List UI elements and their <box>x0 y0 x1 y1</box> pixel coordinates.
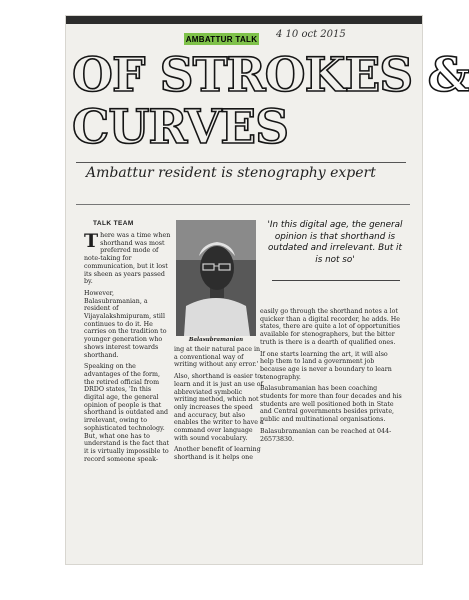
headline-line-1: OF STROKES & <box>72 48 469 103</box>
section-tag: AMBATTUR TALK <box>185 34 258 44</box>
drop-cap: T <box>84 230 99 252</box>
paragraph <box>84 232 172 286</box>
handwritten-date: 4 10 oct 2015 <box>276 29 346 40</box>
paragraph: easily go through the shorthand notes a lot quicker than a digital recorder, he adds. He states, there are quite a lot of opportunities available for stenographers, but the bitter truth is there is a dearth of qualified ones. <box>260 308 400 346</box>
article-column-1 <box>84 232 172 467</box>
subheadline-rule <box>76 204 410 205</box>
paragraph: Also, shorthand is easier to learn and it is just an use of abbreviated symbolic writing method, which not only increases the speed and accuracy, but also enables the writer to have a command over language with sound vocabulary. <box>174 373 264 442</box>
paragraph: However, Balasubramanian, a resident of Vijayalakshmipuram, still continues to do it. He carries on the tradition to younger generation who shows interest towards shorthand. <box>84 289 167 359</box>
paragraph: Another benefit of learning shorthand is it helps one <box>174 446 261 462</box>
portrait-photo <box>176 220 256 336</box>
article-column-3 <box>260 308 402 447</box>
masthead-bar <box>66 16 422 24</box>
paragraph: ing at their natural pace in a conventional way of writing without any error.' <box>174 346 261 369</box>
paragraph: Balasubramanian has been coaching students for more than four decades and his students are well positioned both in State and Central governments besides private, public and multinational organisations. <box>260 385 402 424</box>
portrait-image <box>176 220 256 336</box>
newspaper-clipping <box>66 16 469 564</box>
paragraph: If one starts learning the art, it will also help them to land a government job because age is never a boundary to learn stenography. <box>260 350 392 381</box>
photo-caption: Balasubramanian <box>188 337 244 343</box>
byline: TALK TEAM <box>93 220 134 227</box>
pull-quote-rule <box>272 280 400 281</box>
subheadline: Ambattur resident is stenography expert <box>86 165 376 181</box>
paragraph-text: here was a time when shorthand was most preferred mode of note-taking for communication, but it lost its sheen as years passed by. <box>84 232 171 286</box>
headline-rule <box>76 162 406 163</box>
article-column-2 <box>174 346 264 466</box>
headline-line-2: CURVES <box>72 100 289 155</box>
paragraph: Speaking on the advantages of the form, the retired official from DRDO states, 'In this digital age, the general opinion of people is that shorthand is outdated and irrelevant, owing to sophisticated technology. But, what one has to understand is the fact that it is virtually impossible to record someone speak- <box>84 363 170 463</box>
pull-quote: 'In this digital age, the general opinion is that shorthand is outdated and irrelevant. But it is not so' <box>267 220 403 265</box>
paragraph: Balasubramanian can be reached at 044-26573830. <box>260 427 392 443</box>
